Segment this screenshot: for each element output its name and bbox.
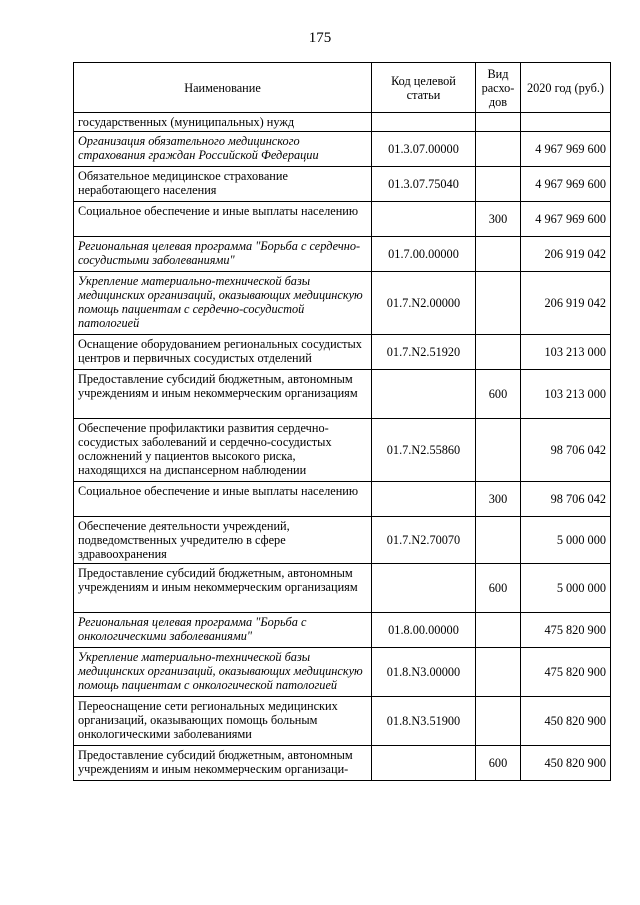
table-header-row xyxy=(74,63,611,113)
cell-amount: 475 820 900 xyxy=(521,613,611,648)
cell-code xyxy=(372,746,476,781)
cell-amount: 450 820 900 xyxy=(521,697,611,746)
cell-amount: 450 820 900 xyxy=(521,746,611,781)
table-row xyxy=(74,648,611,697)
cell-code xyxy=(372,202,476,237)
cell-type xyxy=(476,517,521,564)
page-number: 175 xyxy=(308,30,332,46)
cell-name: Обязательное медицинское страхование неработающего населения xyxy=(74,167,372,202)
cell-name: Оснащение оборудованием региональных сосудистых центров и первичных сосудистых отделений xyxy=(74,335,372,370)
cell-name: Переоснащение сети региональных медицинских организаций, оказывающих помощь больным онкологическими заболеваниями xyxy=(74,697,372,746)
cell-type: 600 xyxy=(476,370,521,419)
cell-type: 300 xyxy=(476,202,521,237)
cell-type xyxy=(476,697,521,746)
cell-code: 01.8.N3.00000 xyxy=(372,648,476,697)
table-row xyxy=(74,167,611,202)
cell-amount: 98 706 042 xyxy=(521,482,611,517)
cell-amount xyxy=(521,113,611,132)
table-row xyxy=(74,517,611,564)
cell-code xyxy=(372,370,476,419)
header-amount: 2020 год (руб.) xyxy=(521,63,611,113)
cell-type xyxy=(476,237,521,272)
table-row xyxy=(74,697,611,746)
cell-name: Предоставление субсидий бюджетным, автономным учреждениям и иным некоммерческим организаци- xyxy=(74,746,372,781)
cell-amount: 98 706 042 xyxy=(521,419,611,482)
cell-name: Укрепление материально-технической базы медицинских организаций, оказывающих медицинскую помощь пациентам с сердечно-сосудистой патологией xyxy=(74,272,372,335)
header-code: Код целевой статьи xyxy=(372,63,476,113)
cell-name: Социальное обеспечение и иные выплаты населению xyxy=(74,202,372,237)
cell-code: 01.7.N2.70070 xyxy=(372,517,476,564)
cell-amount: 475 820 900 xyxy=(521,648,611,697)
cell-amount: 4 967 969 600 xyxy=(521,167,611,202)
cell-amount: 4 967 969 600 xyxy=(521,132,611,167)
cell-code xyxy=(372,482,476,517)
cell-amount: 4 967 969 600 xyxy=(521,202,611,237)
cell-type: 300 xyxy=(476,482,521,517)
cell-name: Обеспечение деятельности учреждений, подведомственных учредителю в сфере здравоохранения xyxy=(74,517,372,564)
cell-code: 01.7.N2.55860 xyxy=(372,419,476,482)
table-row xyxy=(74,202,611,237)
cell-code xyxy=(372,113,476,132)
cell-name: Организация обязательного медицинского страхования граждан Российской Федерации xyxy=(74,132,372,167)
table-row xyxy=(74,564,611,613)
header-type: Вид расхо-дов xyxy=(476,63,521,113)
table-row xyxy=(74,272,611,335)
cell-name: Укрепление материально-технической базы медицинских организаций, оказывающих медицинскую помощь пациентам с онкологической патологией xyxy=(74,648,372,697)
cell-type xyxy=(476,419,521,482)
cell-type xyxy=(476,335,521,370)
cell-amount: 206 919 042 xyxy=(521,237,611,272)
cell-type: 600 xyxy=(476,564,521,613)
cell-type xyxy=(476,648,521,697)
cell-code: 01.7.N2.51920 xyxy=(372,335,476,370)
table-row xyxy=(74,132,611,167)
cell-code: 01.7.00.00000 xyxy=(372,237,476,272)
table-row xyxy=(74,370,611,419)
cell-name: государственных (муниципальных) нужд xyxy=(74,113,372,132)
cell-name: Социальное обеспечение и иные выплаты населению xyxy=(74,482,372,517)
table-row xyxy=(74,482,611,517)
table-row xyxy=(74,113,611,132)
cell-code: 01.8.N3.51900 xyxy=(372,697,476,746)
cell-type xyxy=(476,272,521,335)
cell-name: Обеспечение профилактики развития сердечно-сосудистых заболеваний и сердечно-сосудистых осложнений у пациентов высокого риска, находящихся на диспансерном наблюдении xyxy=(74,419,372,482)
table-row xyxy=(74,746,611,781)
cell-amount: 103 213 000 xyxy=(521,370,611,419)
cell-amount: 103 213 000 xyxy=(521,335,611,370)
cell-name: Предоставление субсидий бюджетным, автономным учреждениям и иным некоммерческим организациям xyxy=(74,370,372,419)
cell-code: 01.7.N2.00000 xyxy=(372,272,476,335)
budget-table xyxy=(73,62,611,781)
cell-type: 600 xyxy=(476,746,521,781)
cell-code xyxy=(372,564,476,613)
table-row xyxy=(74,237,611,272)
cell-type xyxy=(476,113,521,132)
cell-amount: 5 000 000 xyxy=(521,517,611,564)
cell-type xyxy=(476,167,521,202)
cell-amount: 206 919 042 xyxy=(521,272,611,335)
cell-type xyxy=(476,613,521,648)
cell-code: 01.8.00.00000 xyxy=(372,613,476,648)
cell-name: Региональная целевая программа "Борьба с сердечно-сосудистыми заболеваниями" xyxy=(74,237,372,272)
cell-name: Предоставление субсидий бюджетным, автономным учреждениям и иным некоммерческим организациям xyxy=(74,564,372,613)
cell-code: 01.3.07.00000 xyxy=(372,132,476,167)
cell-code: 01.3.07.75040 xyxy=(372,167,476,202)
cell-name: Региональная целевая программа "Борьба с онкологическими заболеваниями" xyxy=(74,613,372,648)
table-row xyxy=(74,419,611,482)
cell-amount: 5 000 000 xyxy=(521,564,611,613)
header-name: Наименование xyxy=(74,63,372,113)
table-row xyxy=(74,335,611,370)
table-row xyxy=(74,613,611,648)
cell-type xyxy=(476,132,521,167)
